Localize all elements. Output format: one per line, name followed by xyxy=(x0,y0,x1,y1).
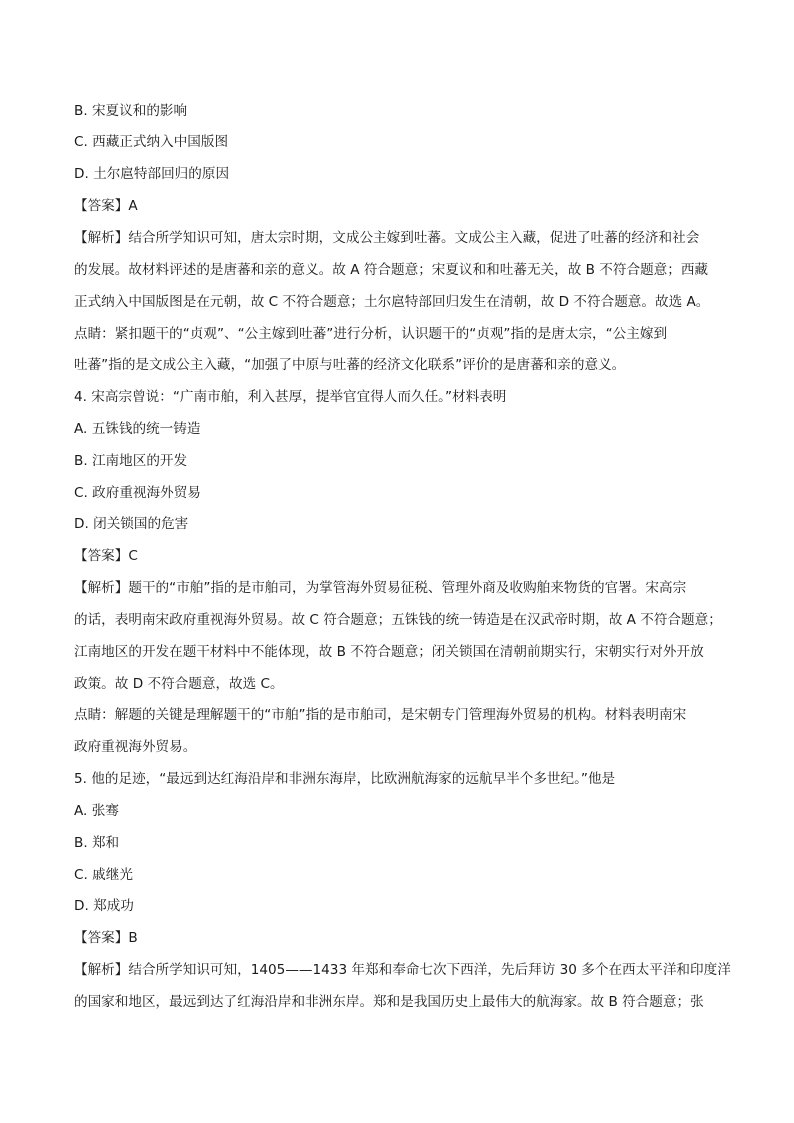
option-c-q4: C. 政府重视海外贸易 xyxy=(74,485,201,501)
option-b-q5: B. 郑和 xyxy=(74,835,120,851)
option-d-q4: D. 闭关锁国的危害 xyxy=(74,516,189,532)
option-a-q4: A. 五铢钱的统一铸造 xyxy=(74,421,201,437)
analysis-q4-line-2: 的话，表明南宋政府重视海外贸易。故 C 符合题意；五铢钱的统一铸造是在汉武帝时期，故 A 不符合题意； xyxy=(74,612,722,628)
analysis-q3-line-1: 【解析】结合所学知识可知，唐太宗时期，文成公主嫁到吐蕃。文成公主入藏，促进了吐蕃的经济和社会 xyxy=(74,230,700,246)
analysis-q3-line-2: 的发展。故材料评述的是唐蕃和亲的意义。故 A 符合题意；宋夏议和和吐蕃无关，故 B 不符合题意；西藏 xyxy=(74,262,709,278)
option-c-q5: C. 戚继光 xyxy=(74,867,133,883)
analysis-q4-line-3: 江南地区的开发在题干材料中不能体现，故 B 不符合题意；闭关锁国在清朝前期实行，宋朝实行对外开放 xyxy=(74,644,704,660)
option-b-q3: B. 宋夏议和的影响 xyxy=(74,103,188,119)
option-d-q3: D. 土尔扈特部回归的原因 xyxy=(74,166,230,182)
option-b-q4: B. 江南地区的开发 xyxy=(74,453,188,469)
question-5: 5. 他的足迹，“最远到达红海沿岸和非洲东海岸，比欧洲航海家的远航早半个多世纪。”他是 xyxy=(74,771,616,787)
analysis-q5-line-2: 的国家和地区，最远到达了红海沿岸和非洲东岸。郑和是我国历史上最伟大的航海家。故 B 符合题意；张 xyxy=(74,994,704,1010)
option-a-q5: A. 张骞 xyxy=(74,803,119,819)
tip-q3-line-1: 点睛：紧扣题干的“贞观”、“公主嫁到吐蕃”进行分析，认识题干的“贞观”指的是唐太宗，“公主嫁到 xyxy=(74,326,668,342)
analysis-q4-line-4: 政策。故 D 不符合题意，故选 C。 xyxy=(74,676,284,692)
option-c-q3: C. 西藏正式纳入中国版图 xyxy=(74,134,229,150)
analysis-q4-line-1: 【解析】题干的“市舶”指的是市舶司，为掌管海外贸易征税、管理外商及收购舶来物货的官署。宋高宗 xyxy=(74,580,687,596)
answer-q3: 【答案】A xyxy=(74,198,138,214)
analysis-q3-line-3: 正式纳入中国版图是在元朝，故 C 不符合题意；土尔扈特部回归发生在清朝，故 D 不符合题意。故选 A。 xyxy=(74,294,710,310)
tip-q3-line-2: 吐蕃”指的是文成公主入藏，“加强了中原与吐蕃的经济文化联系”评价的是唐蕃和亲的意义。 xyxy=(74,357,626,373)
analysis-q5-line-1: 【解析】结合所学知识可知，1405——1433 年郑和奉命七次下西洋，先后拜访 30 多个在西太平洋和印度洋 xyxy=(74,962,731,978)
question-4: 4. 宋高宗曾说：“广南市舶，利入甚厚，提举官宜得人而久任。”材料表明 xyxy=(74,389,507,405)
tip-q4-line-2: 政府重视海外贸易。 xyxy=(74,739,197,755)
option-d-q5: D. 郑成功 xyxy=(74,898,134,914)
answer-q5: 【答案】B xyxy=(74,930,138,946)
answer-q4: 【答案】C xyxy=(74,548,138,564)
tip-q4-line-1: 点睛：解题的关键是理解题干的“市舶”指的是市舶司，是宋朝专门管理海外贸易的机构。材料表明南宋 xyxy=(74,707,687,723)
